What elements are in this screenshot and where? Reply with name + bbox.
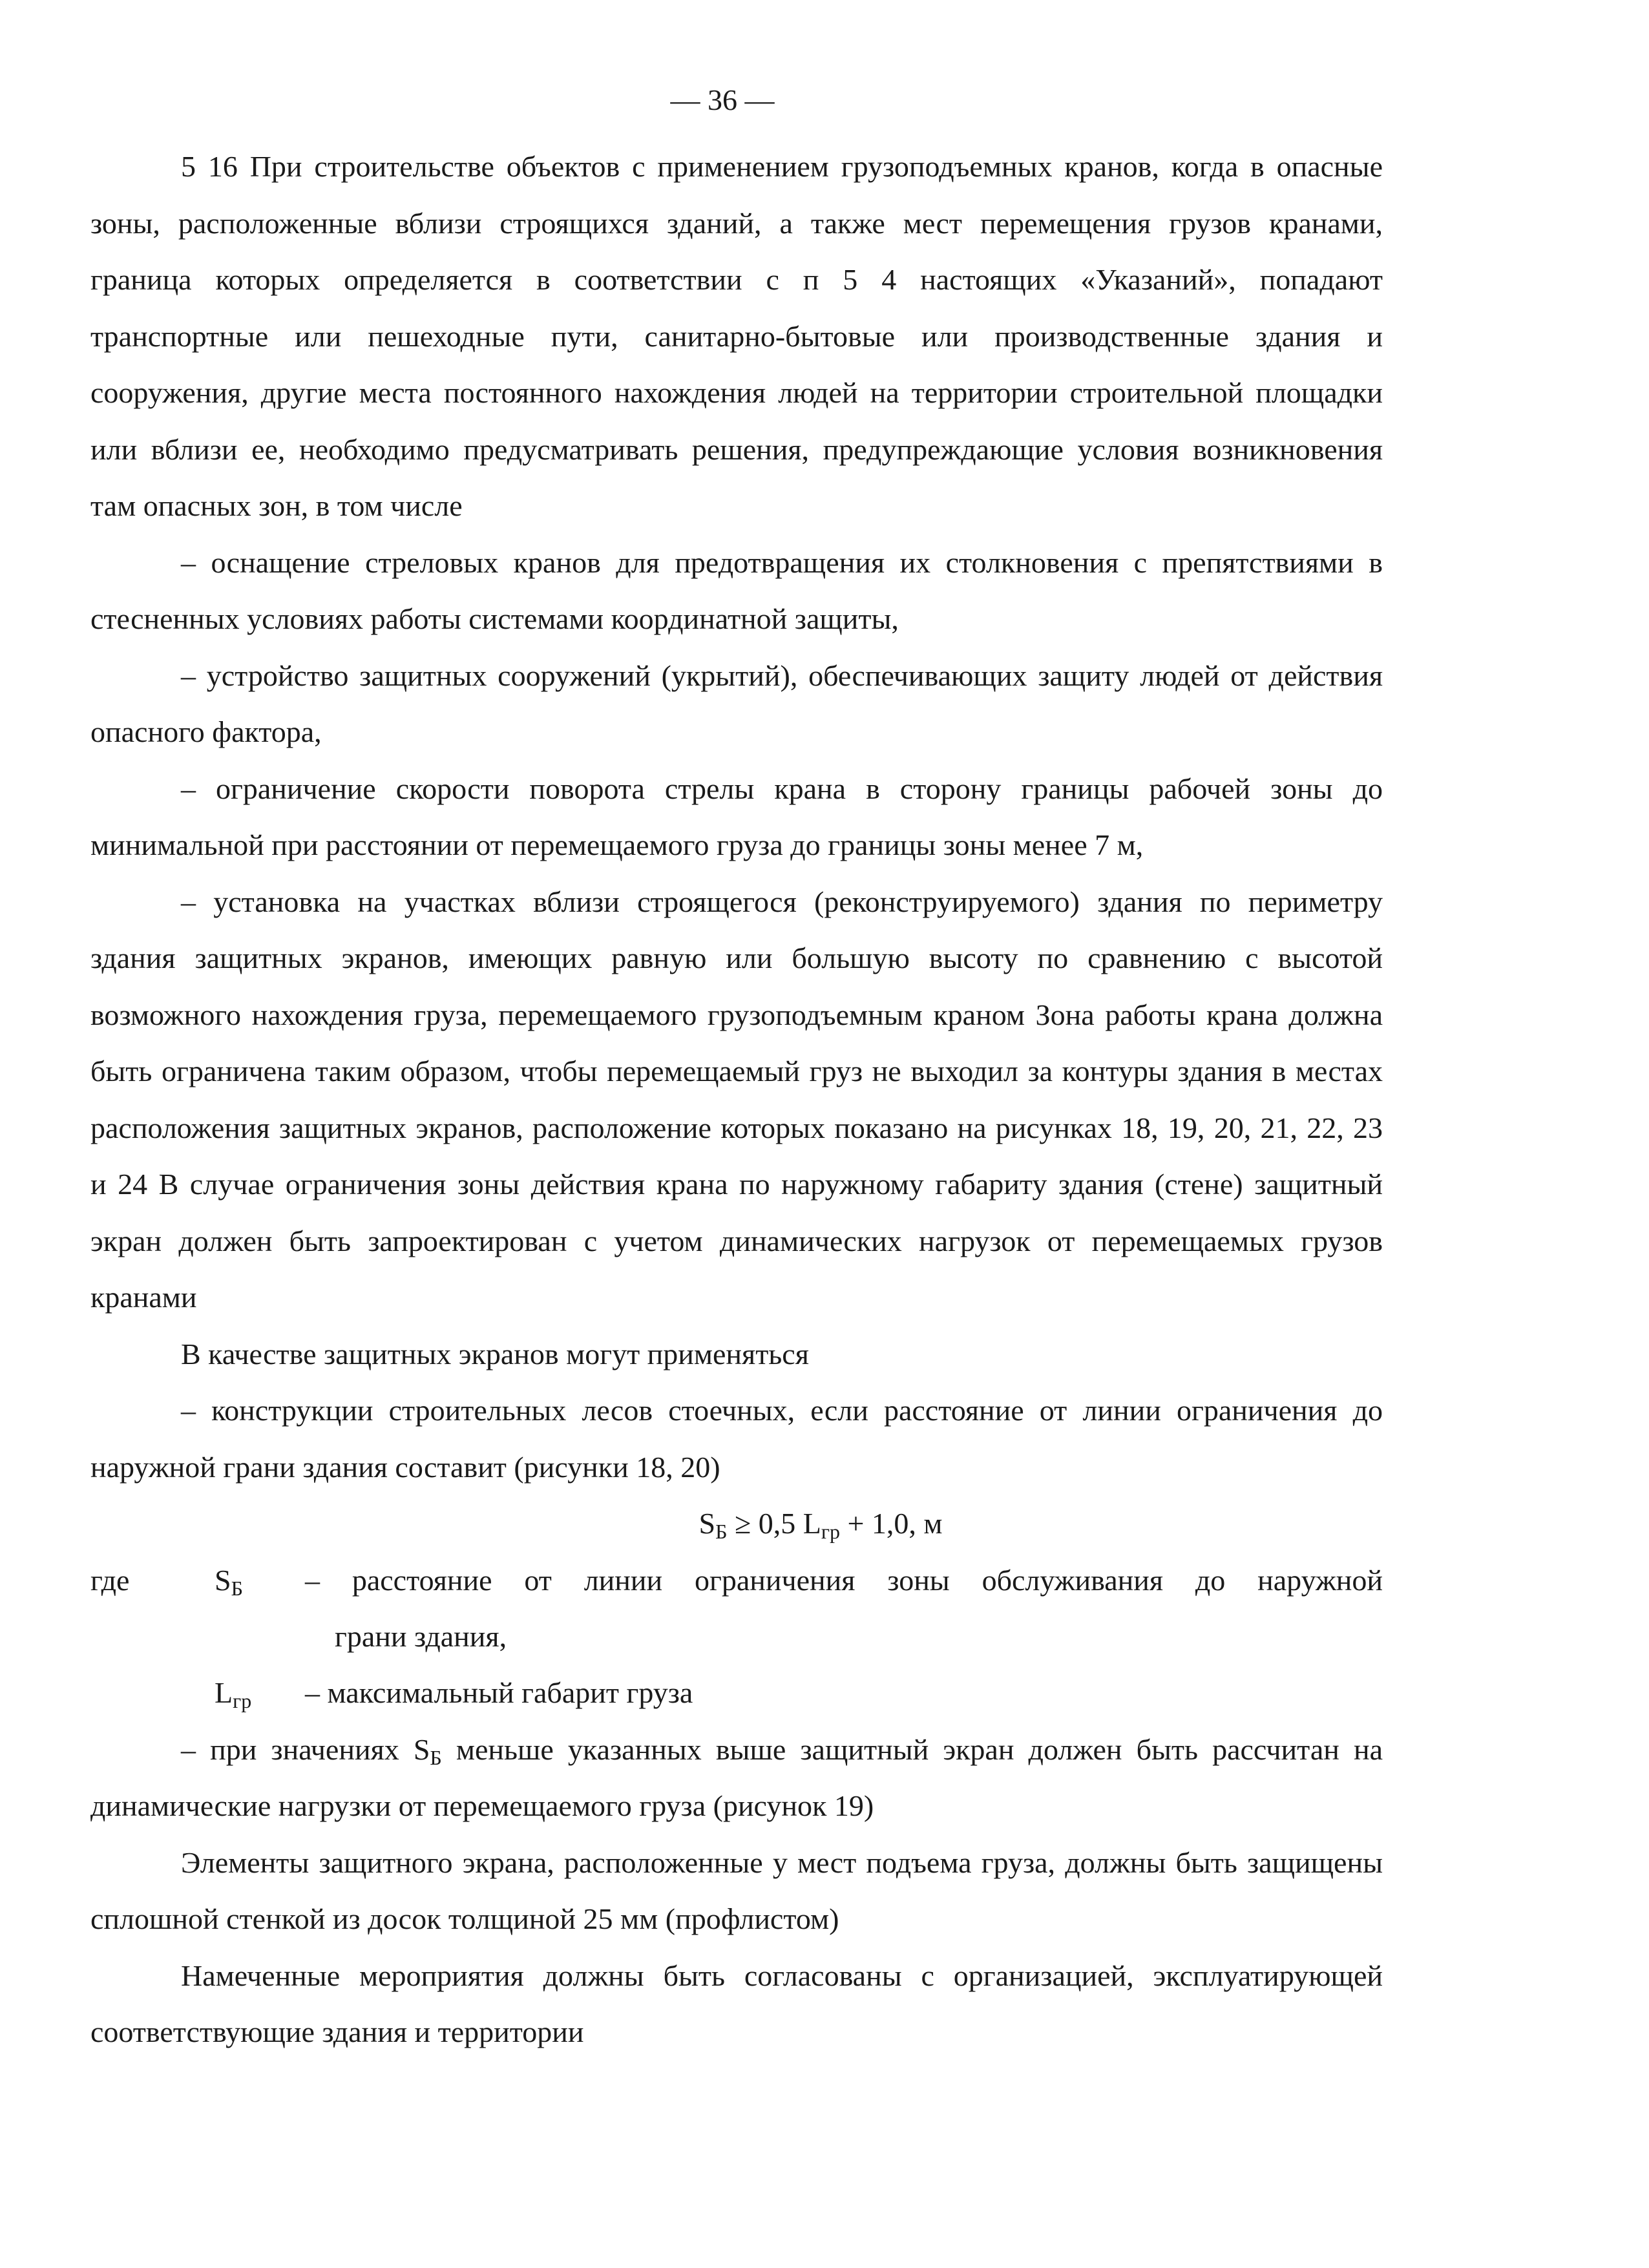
formula-lhs: S (698, 1507, 716, 1540)
formula-middle: ≥ 0,5 L (727, 1507, 821, 1540)
symbol-l-base: L (215, 1675, 233, 1709)
p3-start: – при значениях S (181, 1732, 430, 1766)
list-item-coordinate-protection: – оснащение стреловых кранов для предотвращения их столкновения с препятствиями в стесненных условиях работы системами координатной защиты, (90, 545, 1383, 635)
page-number: — 36 — (670, 83, 775, 116)
formula-lhs-sub: Б (715, 1520, 728, 1543)
paragraph-coordination: Намеченные мероприятия должны быть согласованы с организацией, эксплуатирующей соответствующие здания и территории (90, 1958, 1383, 2048)
definition-s-cont (90, 1608, 1383, 1665)
paragraph-smaller-values (90, 1721, 1383, 1834)
where-label: где (90, 1563, 130, 1597)
document-body (90, 138, 1383, 2061)
symbol-s (215, 1552, 243, 1609)
list-item-speed-limit: – ограничение скорости поворота стрелы крана в сторону границы рабочей зоны до минимальной при расстоянии от перемещаемого груза до границы зоны менее 7 м, (90, 772, 1383, 861)
definition-l (90, 1664, 1383, 1721)
definition-l-text: – максимальный габарит груза (305, 1675, 693, 1709)
p3-rest: меньше указанных выше защитный экран должен быть рассчитан на динамические нагрузки от перемещаемого груза (рисунок 19) (90, 1732, 1383, 1822)
paragraph-screen-elements: Элементы защитного экрана, расположенные у мест подъема груза, должны быть защищены сплошной стенкой из досок толщиной 25 мм (профлистом) (90, 1845, 1383, 1935)
paragraph-screen-types: В качестве защитных экранов могут применяться (181, 1337, 809, 1370)
symbol-l (215, 1664, 251, 1721)
definition-s-line2: грани здания, (335, 1619, 507, 1653)
formula-rhs: + 1,0, м (839, 1507, 943, 1540)
list-item-scaffolding: – конструкции строительных лесов стоечных, если расстояние от линии ограничения до наружной грани здания составит (рисунки 18, 20) (90, 1394, 1383, 1484)
formula-mid-sub: гр (821, 1520, 840, 1543)
symbol-l-sub: гр (233, 1688, 252, 1712)
list-item-protective-structures: – устройство защитных сооружений (укрытий), обеспечивающих защиту людей от действия опасного фактора, (90, 658, 1383, 748)
p3-sub: Б (430, 1745, 442, 1769)
symbol-s-base: S (215, 1563, 231, 1597)
definition-s (90, 1552, 1383, 1609)
list-item-protective-screens: – установка на участках вблизи строящегося (реконструируемого) здания по периметру здания защитных экранов, имеющих равную или большую высоту по сравнению с высотой возможного нахождения груза, перемещаемого грузоподъемным краном Зона работы крана должна быть ограничена таким образом, чтобы перемещаемый груз не выходил за контуры здания в местах расположения защитных экранов, расположение которых показано на рисунках 18, 19, 20, 21, 22, 23 и 24 В случае ограничения зоны действия крана по наружному габариту здания (стене) защитный экран должен быть запроектирован с учетом динамических нагрузок от перемещаемых грузов кранами (90, 885, 1383, 1314)
definitions (90, 1552, 1383, 1721)
formula (90, 1495, 1383, 1552)
paragraph-5-16: 5 16 При строительстве объектов с применением грузоподъемных кранов, когда в опасные зоны, расположенные вблизи строящихся зданий, а также мест перемещения грузов кранами, граница которых определяется в соответствии с п 5 4 настоящих «Указаний», попадают транспортные или пешеходные пути, санитарно-бытовые или производственные здания и сооружения, другие места постоянного нахождения людей на территории строительной площадки или вблизи ее, необходимо предусматривать решения, предупреждающие условия возникновения там опасных зон, в том числе (90, 150, 1383, 522)
symbol-s-sub: Б (231, 1576, 243, 1600)
definition-s-line1: – расстояние от линии ограничения зоны обслуживания до наружной (305, 1563, 1383, 1597)
